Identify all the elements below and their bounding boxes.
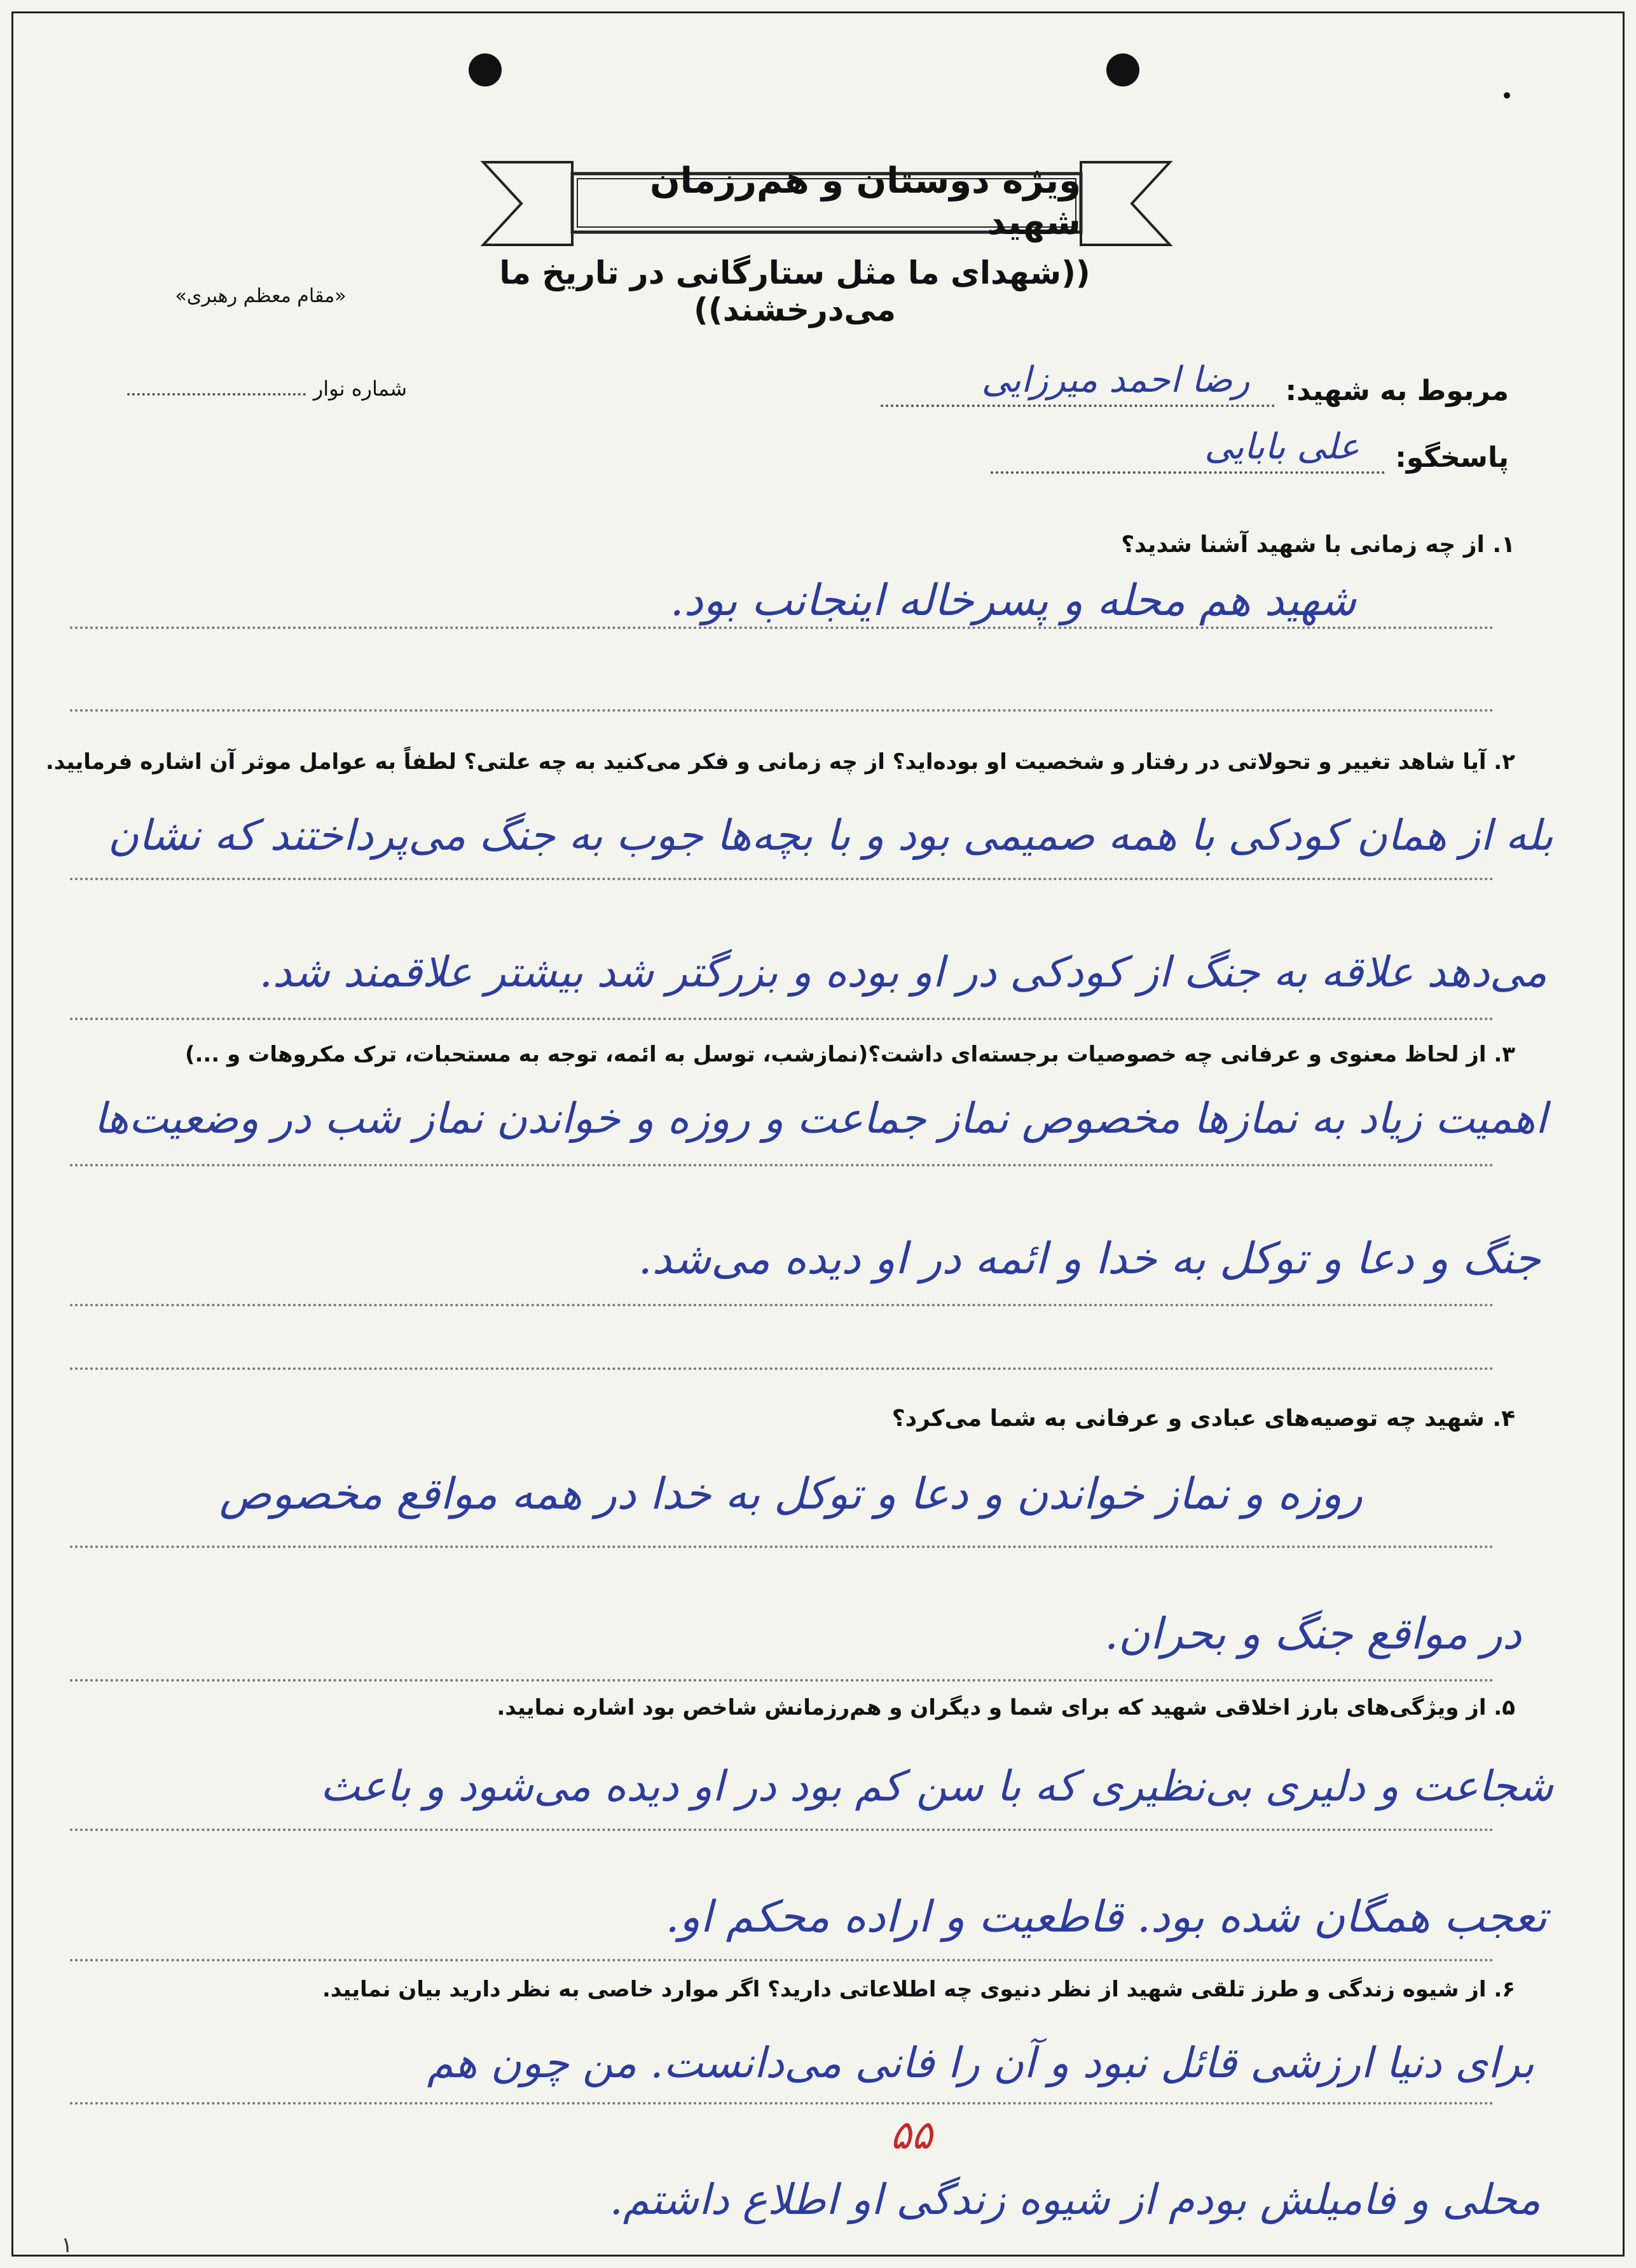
answer-6-line-1: برای دنیا ارزشی قائل نبود و آن را فانی می‌دانست. من چون هم	[427, 2038, 1534, 2087]
martyr-name: رضا احمد میرزایی	[981, 359, 1250, 401]
question-4: ۴. شهید چه توصیه‌های عبادی و عرفانی به شما می‌کرد؟	[891, 1406, 1515, 1432]
answer-rule	[70, 878, 1494, 880]
martyr-field	[881, 356, 1509, 407]
question-5: ۵. از ویژگی‌های بارز اخلاقی شهید که برای شما و دیگران و هم‌رزمانش شاخص بود اشاره نمایید.	[497, 1695, 1515, 1720]
punch-hole	[469, 53, 502, 86]
answer-2-line-1: بله از همان کودکی با همه صمیمی بود و با بچه‌ها جوب به جنگ می‌پرداختند که نشان	[107, 811, 1553, 860]
question-6: ۶. از شیوه زندگی و طرز تلقی شهید از نظر دنیوی چه اطلاعاتی دارید؟ اگر موارد خاصی به نظر دارید بیان نمایید.	[322, 1977, 1515, 2002]
answer-rule	[70, 1545, 1494, 1548]
corner-mark: ١	[61, 2232, 73, 2258]
answer-5-line-1: شجاعت و دلیری بی‌نظیری که با سن کم بود در او دیده می‌شود و باعث	[320, 1762, 1553, 1811]
tape-number-line	[127, 375, 306, 396]
answer-6-line-2: محلی و فامیلش بودم از شیوه زندگی او اطلاع داشتم.	[609, 2175, 1541, 2224]
title-banner	[477, 149, 1176, 258]
answer-3-line-2: جنگ و دعا و توکل به خدا و ائمه در او دیده می‌شد.	[638, 1234, 1541, 1284]
dot-mark	[1504, 92, 1510, 99]
answer-rule	[70, 1829, 1494, 1831]
answer-rule	[70, 1679, 1494, 1682]
answer-rule	[70, 1959, 1494, 1961]
question-1: ۱. از چه زمانی با شهید آشنا شدید؟	[1121, 532, 1515, 558]
tape-number-label: شماره نوار	[313, 377, 407, 401]
question-2: ۲. آیا شاهد تغییر و تحولاتی در رفتار و شخصیت او بوده‌اید؟ از چه زمانی و فکر می‌کنید به چه علتی؟ لطفاً به عوامل موثر آن اشاره فرمایید.	[45, 749, 1515, 775]
answer-rule	[70, 1164, 1494, 1166]
martyr-label: مربوط به شهید:	[1285, 375, 1509, 407]
leader-quote: ((شهدای ما مثل ستارگانی در تاریخ ما می‌درخشند))	[499, 254, 1090, 328]
answer-5-line-2: تعجب همگان شده بود. قاطعیت و اراده محکم او.	[665, 1892, 1547, 1942]
answer-2-line-2: می‌دهد علاقه به جنگ از کودکی در او بوده و بزرگتر شد بیشتر علاقمند شد.	[259, 948, 1547, 997]
answer-rule	[70, 1367, 1494, 1370]
answer-rule	[70, 1018, 1494, 1020]
answer-4-line-2: در مواقع جنگ و بحران.	[1104, 1609, 1522, 1659]
respondent-line	[991, 426, 1385, 474]
quote-attribution: «مقام معظم رهبری»	[175, 285, 347, 307]
banner-title: ویژه دوستان و هم‌رزمان شهید	[649, 160, 1081, 243]
answer-4-line-1: روزه و نماز خواندن و دعا و توکل به خدا در همه مواقع مخصوص	[219, 1469, 1363, 1519]
martyr-line	[881, 359, 1275, 407]
page-number-stamp: ۵۵	[890, 2112, 933, 2158]
answer-rule	[70, 1304, 1494, 1306]
respondent-name: علی بابایی	[1204, 426, 1360, 467]
answer-1-line-1: شهید هم محله و پسرخاله اینجانب بود.	[670, 576, 1356, 626]
punch-hole	[1106, 53, 1139, 86]
answer-rule	[70, 709, 1494, 712]
answer-rule	[70, 2102, 1494, 2105]
question-3: ۳. از لحاظ معنوی و عرفانی چه خصوصیات برجسته‌ای داشت؟(نمازشب، توسل به ائمه، توجه به مستحبات، ترک مکروهات و ...)	[184, 1042, 1515, 1067]
tape-number-field	[127, 375, 407, 407]
respondent-field	[991, 423, 1509, 474]
answer-3-line-1: اهمیت زیاد به نمازها مخصوص نماز جماعت و روزه و خواندن نماز شب در وضعیت‌ها	[93, 1094, 1547, 1143]
answer-rule	[70, 626, 1494, 629]
respondent-label: پاسخگو:	[1395, 441, 1509, 474]
